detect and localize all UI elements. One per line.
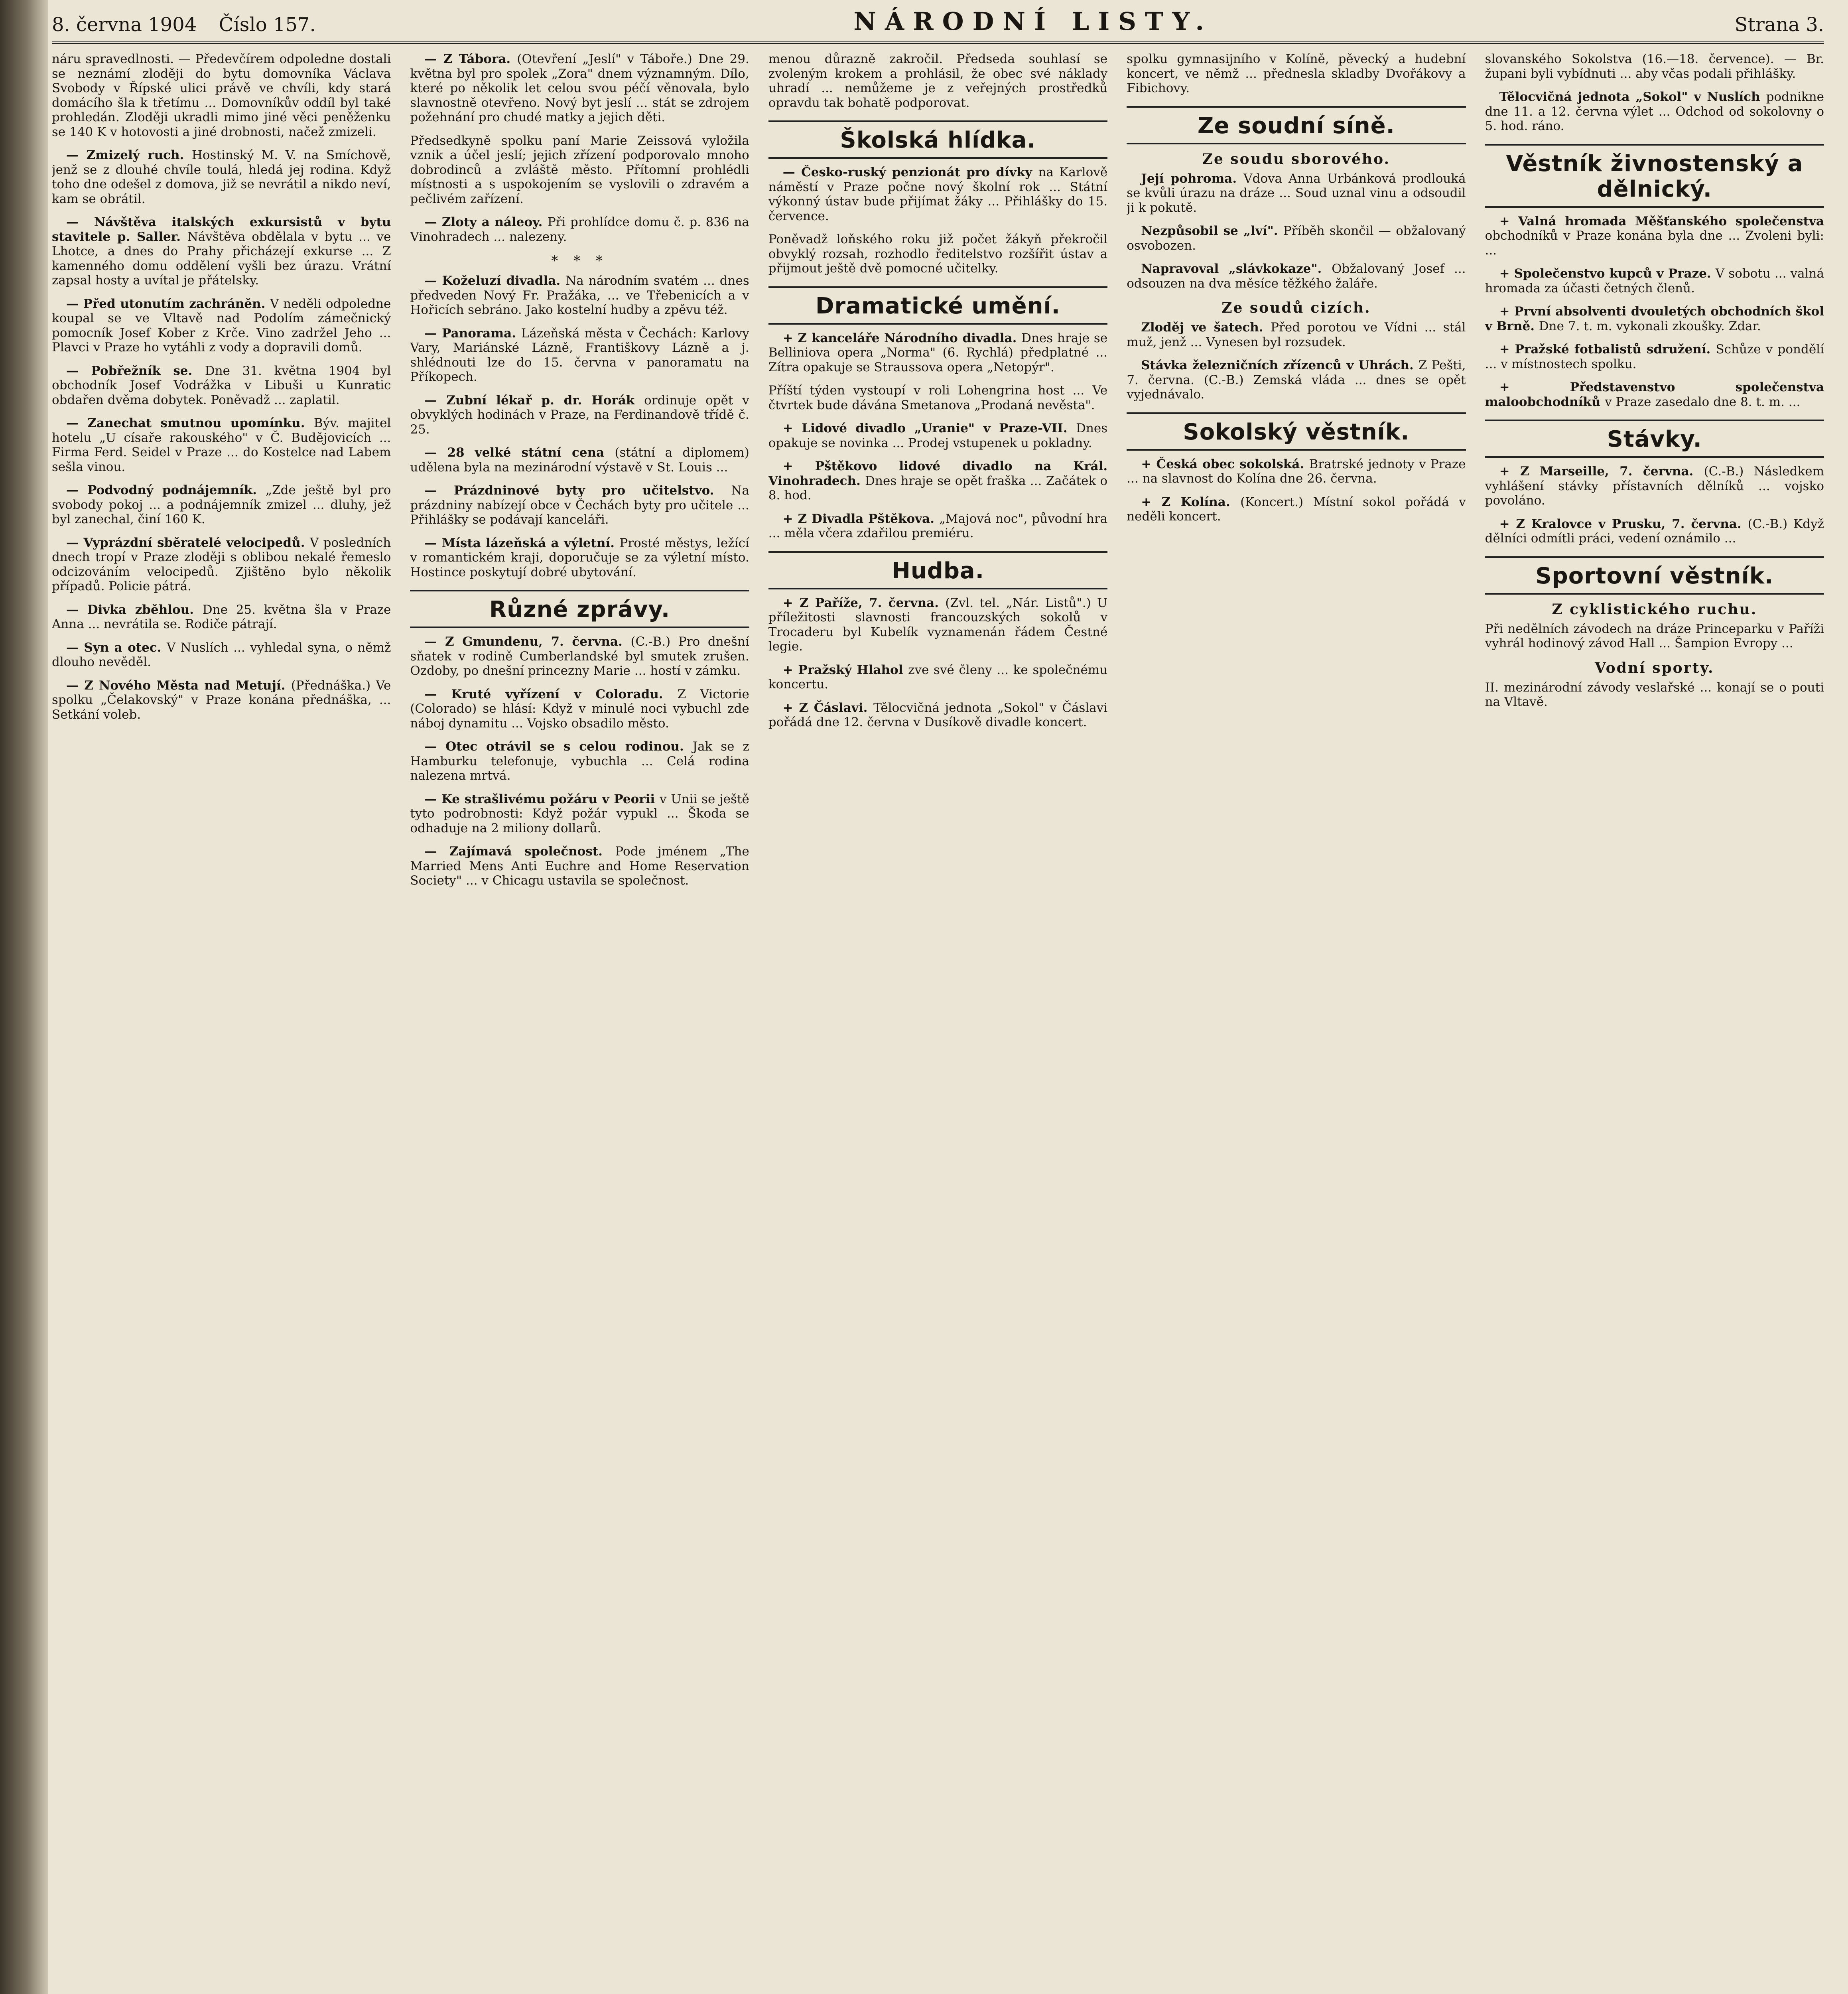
article-text [410, 687, 749, 731]
article-text [410, 792, 749, 836]
article-body: Tělocvičná jednota „Sokol" v Čáslavi pořádá dne 12. června v Dusíkově divadle koncert. [768, 700, 1108, 729]
issue-date: 8. června 1904 [52, 14, 197, 36]
article-body: Z Victorie (Colorado) se hlásí: Když v minulé noci vybuchl zde náboj dynamitu ... Vojsko obsadilo město. [410, 687, 749, 731]
article-text [1485, 304, 1824, 333]
article-body: Dne 25. května šla v Praze Anna ... nevrátila se. Rodiče pátrají. [52, 602, 391, 631]
article-body: spolku gymnasijního v Kolíně, pěvecký a hudební koncert, ve němž ... přednesla skladby Dvořákovy a Fibichovy. [1127, 52, 1466, 95]
section-headline [1485, 556, 1824, 595]
section-headline-text: Různé zprávy. [489, 597, 670, 623]
page-binding-shadow [0, 0, 48, 1994]
article-text [1127, 320, 1466, 349]
article-lead: + Z kanceláře Národního divadla. [782, 331, 1022, 345]
article-text [52, 483, 391, 527]
column-5 [1485, 52, 1824, 1978]
article-text [410, 483, 749, 527]
article-lead: + Společenstvo kupců v Praze. [1499, 266, 1716, 281]
news-article [52, 297, 391, 355]
news-article [410, 445, 749, 475]
news-article [410, 634, 749, 678]
subsection-heading: Z cyklistického ruchu. [1552, 601, 1757, 618]
article-text [410, 215, 749, 244]
article-body: (C.-B.) Když dělníci odmítli práci, vedení oznámilo ... [1485, 516, 1824, 546]
column-3 [768, 52, 1107, 1978]
article-text [768, 52, 1107, 110]
section-headline [768, 286, 1107, 325]
article-body: (Otevření „Jeslí" v Táboře.) Dne 29. května byl pro spolek „Zora" dnem významným. Dílo, které po několik let celou svou péčí věnovala, bylo slavnostně otevřeno. Nový byt jeslí ... stát se zdrojem požehnání pro chudé matky a jejich děti. [410, 52, 749, 124]
section-headline [1485, 144, 1824, 208]
column-2 [410, 52, 749, 1978]
article-lead: + První absolventi dvouletých obchodních škol v Brně. [1485, 304, 1824, 333]
article-lead: — Syn a otec. [66, 640, 167, 655]
article-text [410, 844, 749, 888]
news-article [1127, 358, 1466, 402]
article-text [410, 536, 749, 580]
article-body: Z Pešti, 7. června. (C.-B.) Zemská vláda ... dnes se opět vyjednávalo. [1127, 358, 1466, 402]
article-text [1127, 171, 1466, 215]
news-article [1127, 320, 1466, 349]
section-headline [768, 551, 1107, 589]
article-lead: — Zloty a náleoy. [424, 215, 548, 229]
news-article [52, 678, 391, 722]
article-lead: — Prázdninové byty pro učitelstvo. [424, 483, 731, 498]
article-body: ordinuje opět v obvyklých hodinách v Praze, na Ferdinandově třídě č. 25. [410, 393, 749, 437]
article-body: (státní a diplomem) udělena byla na mezinárodní výstavě v St. Louis ... [410, 445, 749, 475]
article-lead: — Kruté vyřízení v Coloradu. [424, 687, 678, 701]
news-article [1485, 304, 1824, 333]
news-article [1127, 262, 1466, 291]
article-text [52, 297, 391, 355]
section-headline-text: Hudba. [892, 558, 984, 584]
article-body: Schůze v pondělí ... v místnostech spolku. [1485, 342, 1824, 371]
news-article [410, 215, 749, 244]
article-lead: — Panorama. [424, 326, 521, 341]
article-body: menou důrazně zakročil. Předseda souhlasí se zvoleným krokem a prohlásil, že obec své náklady uhradí ... nemůžeme je z veřejných prostředků opravdu tak bohatě podporovat. [768, 52, 1108, 110]
section-headline-text: Sokolský věstník. [1183, 419, 1410, 445]
article-body: na Karlově náměstí v Praze počne nový školní rok ... Státní výkonný ústav bude přijímat žáky ... Přihlášky do 15. července. [768, 165, 1108, 223]
article-body: „Zde ještě byl pro svobody pokoj ... a podnájemník zmizel ... dluhy, jež byl zanechal, činí 160 K. [52, 483, 391, 526]
article-text [1127, 262, 1466, 291]
section-headline [1485, 420, 1824, 458]
article-body: Obžalovaný Josef ... odsouzen na dva měsíce těžkého žaláře. [1127, 262, 1466, 291]
news-article [768, 512, 1107, 541]
news-article [768, 52, 1107, 110]
news-article [768, 421, 1107, 450]
article-lead: — 28 velké státní cena [424, 445, 615, 460]
article-text [410, 393, 749, 437]
article-lead: + Pražské fotbalistů sdružení. [1499, 342, 1716, 357]
section-headline-text: Stávky. [1607, 426, 1702, 452]
article-text [768, 165, 1107, 223]
article-body: obchodníků v Praze konána byla dne ... Zvoleni byli: ... [1485, 229, 1824, 258]
article-text [410, 739, 749, 783]
article-body: Před porotou ve Vídni ... stál muž, jenž ... Vynesen byl rozsudek. [1127, 320, 1466, 349]
article-lead: + Lidové divadlo „Uranie" v Praze-VII. [782, 421, 1076, 435]
subsection-heading: Ze soudu sborového. [1202, 150, 1391, 167]
news-article [410, 792, 749, 836]
subsection-heading: Ze soudů cizích. [1221, 299, 1371, 316]
article-lead: + Valná hromada Měšťanského společenstva [1499, 214, 1824, 229]
article-body: (Zvl. tel. „Nár. Listů".) U příležitosti slavnosti francouzských sokolů v Trocaderu byl Kubelík vyznamenán řádem Čestné legie. [768, 595, 1108, 654]
article-lead: + Pštěkovo lidové divadlo na Král. Vinohradech. [768, 459, 1108, 488]
article-lead: — Z Tábora. [424, 52, 517, 66]
section-headline [1127, 412, 1466, 451]
masthead-left [52, 14, 332, 36]
news-article [1485, 342, 1824, 371]
news-article [410, 134, 749, 207]
issue-number: Číslo 157. [219, 14, 316, 36]
article-body: Na prázdniny nabízejí obce v Čechách byty pro učitele ... Přihlášky se podávají kanceláři. [410, 483, 749, 527]
article-lead: — Česko-ruský penzionát pro dívky [782, 165, 1038, 179]
article-body: V Nuslích ... vyhledal syna, o němž dlouho nevěděl. [52, 640, 391, 669]
article-lead: Tělocvičná jednota „Sokol" v Nuslích [1499, 90, 1766, 104]
article-body: V posledních dnech tropí v Praze zloději s oblibou nekalé řemeslo odcizováním velocipedů. Zjištěno bylo několik případů. Policie pátrá. [52, 535, 391, 593]
article-body: slovanského Sokolstva (16.—18. července). — Br. župani byli vybídnuti ... aby včas podali přihlášky. [1485, 52, 1824, 81]
article-lead: + Česká obec sokolská. [1141, 457, 1309, 471]
news-article [768, 663, 1107, 692]
article-text [52, 215, 391, 288]
article-text [52, 678, 391, 722]
news-article [1485, 380, 1824, 409]
article-lead: — Vyprázdní sběratelé velocipedů. [66, 535, 310, 550]
news-article [768, 165, 1107, 223]
article-body: (Koncert.) Místní sokol pořádá v neděli koncert. [1127, 495, 1466, 524]
article-body: Návštěva obdělala v bytu ... ve Lhotce, a dnes do Prahy přicházejí exkurse ... Z kamenného domu oddělení vyšli bez úrazu. Vrátní zapsal hosty a uvítal je přátelsky. [52, 229, 391, 288]
article-text [768, 331, 1107, 375]
article-body: podnikne dne 11. a 12. června výlet ... Odchod od sokolovny o 5. hod. ráno. [1485, 90, 1824, 133]
article-lead: — Divka zběhlou. [66, 602, 203, 617]
article-text [1127, 457, 1466, 486]
column-1 [52, 52, 391, 1978]
news-article [1485, 214, 1824, 258]
article-body: (C.-B.) Pro dnešní sňatek v rodině Cumberlandské byl smutek zrušen. Ozdoby, po dnešní princezny Marie ... hostí v zámku. [410, 634, 749, 678]
article-body: Bratrské jednoty v Praze ... na slavnost do Kolína dne 26. června. [1127, 457, 1466, 486]
news-article [410, 274, 749, 317]
article-lead: — Zajímavá společnost. [424, 844, 615, 859]
article-body: V neděli odpoledne koupal se ve Vltavě nad Podolím zámečnický pomocník Josef Kober z Krče. Vino zadržel Jeho ... Plavci v Praze ho vytáhli z vody a dopravili domů. [52, 296, 391, 355]
article-text [1127, 358, 1466, 402]
news-article [768, 331, 1107, 375]
article-lead: — Místa lázeňská a výletní. [424, 536, 620, 550]
article-lead: — Z Gmundenu, 7. června. [424, 634, 631, 649]
article-lead: — Zubní lékař p. dr. Horák [424, 393, 644, 408]
article-text [52, 603, 391, 632]
subsection-heading: Vodní sporty. [1595, 659, 1714, 676]
article-text [768, 663, 1107, 692]
article-lead: — Zanechat smutnou upomínku. [66, 416, 314, 430]
article-body: (C.-B.) Následkem vyhlášení stávky přístavních dělníků ... vojsko povoláno. [1485, 464, 1824, 508]
article-text [410, 52, 749, 125]
news-article [768, 459, 1107, 503]
news-article [1127, 52, 1466, 96]
article-body: Dnes opakuje se novinka ... Prodej vstupenek u pokladny. [768, 421, 1108, 450]
article-lead: — Otec otrávil se s celou rodinou. [424, 739, 693, 754]
article-lead: + Představenstvo společenstva maloobchodníků [1485, 380, 1824, 409]
article-lead: — Před utonutím zachráněn. [66, 296, 270, 311]
news-article [52, 536, 391, 594]
article-lead: + Pražský Hlahol [782, 662, 908, 677]
article-lead: Stávka železničních zřízenců v Uhrách. [1141, 358, 1419, 372]
article-body: Pode jménem „The Married Mens Anti Euchre and Home Reservation Society" ... v Chicagu ustavila se společnost. [410, 844, 749, 888]
article-text [768, 421, 1107, 450]
article-lead: + Z Divadla Pštěkova. [782, 511, 939, 526]
news-article [410, 687, 749, 731]
news-article [410, 52, 749, 125]
article-text [1485, 680, 1824, 709]
news-article [1127, 457, 1466, 486]
section-separator: * * * [551, 253, 608, 269]
article-text [410, 274, 749, 317]
article-body: Předsedkyně spolku paní Marie Zeissová vyložila vznik a účel jeslí; jejich zřízení podporovalo mnoho dobrodinců a zvláště město. Přítomní prohlédli místnosti a s uspokojením se vyslovili o zdravém a pečlivém zařízení. [410, 133, 749, 206]
article-text [1127, 224, 1466, 253]
article-body: V sobotu ... valná hromada za účasti četných členů. [1485, 266, 1824, 296]
news-article [410, 483, 749, 527]
article-body: Příběh skončil — obžalovaný osvobozen. [1127, 224, 1466, 253]
article-lead: + Z Čáslavi. [782, 700, 874, 715]
news-article [1485, 680, 1824, 709]
news-article [410, 844, 749, 888]
news-article [1127, 495, 1466, 524]
article-text [1485, 214, 1824, 258]
news-article [1127, 171, 1466, 215]
article-body: Lázeňská města v Čechách: Karlovy Vary, Mariánské Lázně, Františkovy Lázně a j. shlédnouti lze do 15. června v panoramatu na Příkopech. [410, 326, 749, 384]
article-text [1127, 495, 1466, 524]
news-article [52, 215, 391, 288]
news-article [1485, 517, 1824, 546]
article-text [410, 634, 749, 678]
news-article [768, 596, 1107, 654]
article-text [52, 364, 391, 408]
article-lead: — Z Nového Města nad Metují. [66, 678, 291, 693]
news-article [52, 416, 391, 474]
section-headline-text: Ze soudní síně. [1197, 112, 1395, 139]
news-article [52, 603, 391, 632]
section-headline [410, 590, 749, 628]
news-article [52, 640, 391, 670]
news-article [1485, 622, 1824, 651]
article-text [52, 52, 391, 139]
news-article [1485, 90, 1824, 134]
article-body: Při prohlídce domu č. p. 836 na Vinohradech ... nalezeny. [410, 215, 749, 244]
article-lead: — Ke strašlivému požáru v Peorii [424, 792, 660, 806]
article-body: (Přednáška.) Ve spolku „Čelakovský" v Praze konána přednáška, ... Setkání voleb. [52, 678, 391, 722]
news-article [1127, 224, 1466, 253]
article-body: II. mezinárodní závody veslařské ... konají se o pouti na Vltavě. [1485, 680, 1824, 709]
article-text [1485, 517, 1824, 546]
article-body: Při nedělních závodech na dráze Princeparku v Paříži vyhrál hodinový závod Hall ... Šampion Evropy ... [1485, 621, 1824, 650]
article-text [410, 134, 749, 207]
article-body: Na národním svatém ... dnes předveden Nový Fr. Pražáka, ... ve Třebenicích a v Hořicích sebráno. Jako kostelní hudby a zpěvu též. [410, 274, 749, 317]
news-article [410, 326, 749, 384]
article-lead: + Z Marseille, 7. června. [1499, 464, 1704, 479]
article-text [1485, 342, 1824, 371]
section-headline [1127, 106, 1466, 144]
article-text [768, 459, 1107, 503]
article-columns [52, 52, 1824, 1978]
article-lead: — Podvodný podnájemník. [66, 483, 266, 497]
article-body: Dne 31. května 1904 byl obchodník Josef Vodrážka v Libuši u Kunratic obdařen dvěma dobytek. Poněvadž ... zaplatil. [52, 363, 391, 407]
article-body: Příští týden vystoupí v roli Lohengrina host ... Ve čtvrtek bude dávána Smetanova „Prodaná nevěsta". [768, 383, 1108, 412]
article-text [768, 383, 1107, 412]
section-headline [768, 120, 1107, 159]
article-body: Prosté městys, ležící v romantickém kraji, doporučuje se za výletní místo. Hostince poskytují dobré ubytování. [410, 536, 749, 579]
article-body: náru spravedlnosti. — Předevčírem odpoledne dostali se neznámí zloději do bytu domovníka Václava Svobody v Řípské ulici právě ve chvíli, kdy stará domácího šla k třetímu ... Domovníkův oddíl byl také prohledán. Zloději ukradli mimo jiné věci peněženku se 140 K v hotovosti a jiné drobnosti, načež zmizeli. [52, 52, 391, 139]
section-headline-text: Sportovní věstník. [1535, 563, 1774, 589]
news-article [52, 483, 391, 527]
article-text [1485, 90, 1824, 134]
section-headline-text: Školská hlídka. [840, 127, 1036, 153]
article-lead: + Z Kolína. [1141, 495, 1241, 509]
article-body: Poněvadž loňského roku již počet žákyň překročil obvyklý rozsah, rozhodlo ředitelstvo rozšířit ústav a přijmout ještě dvě pomocné učitelky. [768, 232, 1108, 276]
article-text [410, 445, 749, 475]
article-body: zve své členy ... ke společnému koncertu. [768, 662, 1108, 692]
page-number: Strana 3. [1734, 14, 1824, 36]
news-article [1485, 52, 1824, 81]
article-body: v Unii se ještě tyto podrobnosti: Když požár vypukl ... Škoda se odhaduje na 2 miliony dollarů. [410, 792, 749, 835]
newspaper-title: NÁRODNÍ LISTY. [853, 7, 1213, 36]
news-article [52, 52, 391, 139]
article-text [1485, 266, 1824, 296]
article-text [1485, 622, 1824, 651]
article-text [52, 148, 391, 206]
news-article [410, 393, 749, 437]
section-headline-text: Dramatické umění. [816, 293, 1060, 319]
article-body: Dne 7. t. m. vykonali zkoušky. Zdar. [1539, 319, 1761, 333]
section-headline-text: Věstník živnostenský a dělnický. [1506, 150, 1803, 202]
article-text [1485, 464, 1824, 508]
news-article [410, 739, 749, 783]
news-article [52, 148, 391, 206]
news-article [52, 364, 391, 408]
article-body: Býv. majitel hotelu „U císaře rakouského" v Č. Budějovicích ... Firma Ferd. Seidel v Praze ... do Kostelce nad Labem sešla vinou. [52, 416, 391, 474]
article-text [52, 640, 391, 670]
article-lead: — Pobřežník se. [66, 363, 205, 378]
article-lead: Nezpůsobil se „lví". [1141, 224, 1283, 238]
article-text [1485, 380, 1824, 409]
news-article [1485, 464, 1824, 508]
article-body: v Praze zasedalo dne 8. t. m. ... [1605, 394, 1801, 409]
article-lead: — Návštěva italských exkursistů v bytu stavitele p. Saller. [52, 215, 391, 244]
article-text [768, 596, 1107, 654]
article-lead: Zloděj ve šatech. [1141, 320, 1271, 335]
article-text [768, 232, 1107, 276]
news-article [768, 232, 1107, 276]
article-lead: + Z Kralovce v Prusku, 7. června. [1499, 516, 1748, 531]
article-body: „Majová noc", původní hra ... měla včera zdařilou premiéru. [768, 511, 1108, 540]
article-text [410, 326, 749, 384]
article-text [52, 536, 391, 594]
article-body: Dnes hraje se Belliniova opera „Norma" (6. Rychlá) předplatné ... Zítra opakuje se Straussova opera „Netopýr". [768, 331, 1108, 374]
article-body: Vdova Anna Urbánková prodlouká se kvůli úrazu na dráze ... Soud uznal vinu a odsoudil ji k pokutě. [1127, 171, 1466, 215]
article-lead: — Zmizelý ruch. [66, 148, 192, 162]
article-text [1485, 52, 1824, 81]
article-text [1127, 52, 1466, 96]
masthead [52, 0, 1824, 44]
article-text [52, 416, 391, 474]
article-lead: + Z Paříže, 7. června. [782, 595, 946, 610]
news-article [768, 383, 1107, 412]
article-body: Hostinský M. V. na Smíchově, jenž se z dlouhé chvíle toulá, hledá jej rodina. Když toho dne odešel z domova, již se nevrátil a nikdo neví, kam se obrátil. [52, 148, 391, 206]
article-text [768, 701, 1107, 730]
news-article [410, 536, 749, 580]
article-text [768, 512, 1107, 541]
news-article [768, 701, 1107, 730]
article-body: Jak se z Hamburku telefonuje, vybuchla ... Celá rodina nalezena mrtvá. [410, 739, 749, 783]
article-lead: Její pohroma. [1141, 171, 1244, 186]
news-article [1485, 266, 1824, 296]
article-lead: Napravoval „slávkokaze". [1141, 262, 1332, 276]
article-body: Dnes hraje se opět fraška ... Začátek o 8. hod. [768, 473, 1108, 502]
column-4 [1127, 52, 1466, 1978]
article-lead: — Koželuzí divadla. [424, 274, 566, 288]
